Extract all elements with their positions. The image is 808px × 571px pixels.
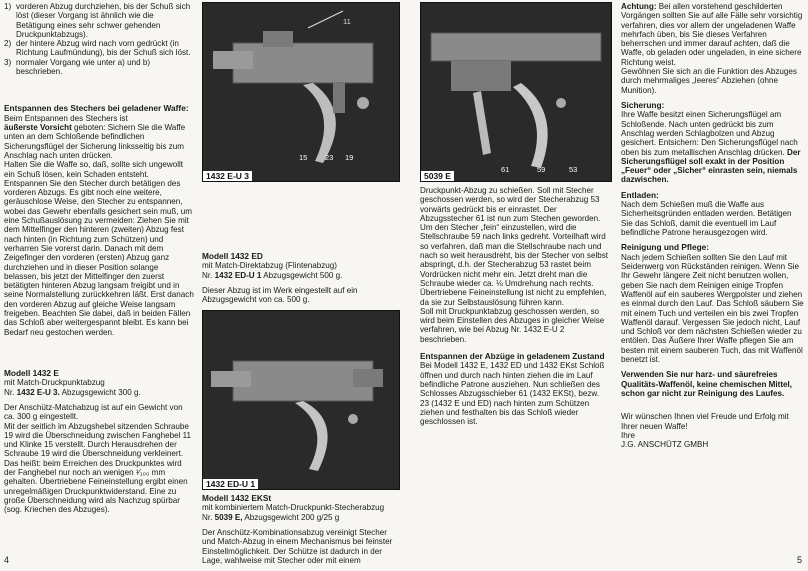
figure-label: 1432 ED-U 1: [203, 479, 258, 489]
paragraph-warning: Verwenden Sie nur harz- und säurefreies Qualitäts-Waffenöl, keine chemischen Mittel, schon gar nicht zur Reinigung des Laufes.: [621, 370, 793, 398]
paragraph: mit kombiniertem Match-Druckpunkt-Stecherabzug Nr. 5039 E, Abzugsgewicht 200 g/25 g: [202, 503, 385, 522]
list-item: 2) der hintere Abzug wird nach vorn gedrückt (in Richtung Laufmündung), bis der Schuß sich löst.: [4, 39, 191, 58]
page-number-right: 5: [796, 555, 802, 565]
section-heading-entspannen-abzuege: Entspannen der Abzüge in geladenem Zustand: [420, 351, 605, 362]
steps-list: [4, 2, 194, 76]
paragraph: mit Match-Direktabzug (Flintenabzug) Nr. 1432 ED-U 1 Abzugsgewicht 500 g.: [202, 261, 343, 280]
section-heading-modell-1432e: Modell 1432 E: [4, 367, 59, 378]
section-heading-modell-1432ekst: Modell 1432 EKSt: [202, 493, 272, 503]
section-heading-reinigung: Reinigung und Pflege:: [621, 242, 710, 253]
trigger-figure-1432-eu3: 11 15 23 19 1432 E-U 3: [202, 2, 400, 182]
section-heading-modell-1432ed: Modell 1432 ED: [202, 251, 263, 261]
list-item: 1) vorderen Abzug durchziehen, bis der Schuß sich löst (dieser Vorgang ist ähnlich wie die Betätigung eines sehr schwer gehenden Druckpunktabzugs).: [4, 2, 191, 39]
paragraph: mit Match-Druckpunktabzug Nr. 1432 E-U 3. Abzugsgewicht 300 g.: [4, 378, 141, 397]
paragraph: Ihre Waffe besitzt einen Sicherungsflügel am Schloßende. Nach unten gedrückt bis zum Anschlag werden Schlagbolzen und Abzug gesichert. Entsichern: Den Sicherungsflügel nach oben bis zum metallischen Anschlag drücken. Der Sicherungsflügel soll exakt in der Position „Feuer“ oder „Sicher“ einrasten sein, niemals dazwischen.: [621, 110, 801, 185]
section-heading-entladen: Entladen:: [621, 189, 659, 200]
column-4: [621, 2, 805, 451]
column-2-text-b: [202, 494, 398, 567]
list-item: 3) normaler Vorgang wie unter a) und b) beschrieben.: [4, 57, 151, 77]
paragraph: Der Anschütz-Matchabzug ist auf ein Gewicht von ca. 300 g eingestellt. Mit der seitlich im Abzugshebel sitzenden Schraube 19 wird die Überschneidung zwischen Fanghebel 11 und Klinke 15 verstellt. Durch Herausdrehen der Schraube 19 wird die Überschneidung verkleinert. Das heißt: beim Erreichen des Druckpunktes wird der Fanghebel nur noch an wenigen ¹⁄₁₀₀ mm gehalten. Übertriebene Feineinstellung ergibt einen unregelmäßigen Druckpunktwiderstand. Eine zu große Überschneidung wird als Nachzug spürbar (sog. Kriechen des Abzuges).: [4, 402, 192, 515]
paragraph: Druckpunkt-Abzug zu schießen. Soll mit Stecher geschossen werden, so wird der Stecherabzug 53 vorwärts gedrückt bis er einrastet. Der Abzugsstecher 61 ist nun zum Stechen geworden. Um den Stecher „fein“ einzustellen, wird die Stellschraube 59 nach links gedreht. Vorteilhaft wird so verfahren, daß man die Stellschraube nach und nach so weit herausdreht, bis der Stecher von selbst abspringt, d.h. der Stecherabzug 53 rastet beim Vordrücken nicht mehr ein. Jetzt dreht man die Schraube wieder ca. ⅛ Umdrehung nach rechts. Übertriebene Feineinstellung ist nicht zu empfehlen, da sie zur Selbstauslösung führen kann. Soll mit Druckpunktabzug geschossen werden, so wird beim Einstellen des Abzuges in gleicher Weise verfahren, wie bei Abzug Nr. 1432 E-U 2 beschrieben.: [420, 186, 609, 344]
section-heading-sicherung: Sicherung:: [621, 99, 665, 110]
paragraph: Bei Modell 1432 E, 1432 ED und 1432 EKst Schloß öffnen und durch nach hinten ziehen die im Lauf befindliche Patrone ausziehen. Nun schließen des Schlosses Abzugsschieber 61 (1432 EKSt), bezw. 23 (1432 E und ED) nach hinten zum Schützen ziehen und festhalten bis das Schloß wieder geschlossen ist.: [420, 361, 605, 427]
figure-label: 1432 E-U 3: [203, 171, 252, 181]
figure-label: 5039 E: [421, 171, 454, 181]
page-number-left: 4: [4, 555, 10, 565]
paragraph: Dieser Abzug ist im Werk eingestellt auf ein Abzugsgewicht von ca. 500 g.: [202, 286, 358, 305]
column-1: [4, 2, 194, 516]
closing-text: Wir wünschen Ihnen viel Freude und Erfolg mit Ihrer neuen Waffe! Ihre J.G. ANSCHÜTZ GMBH: [621, 412, 789, 450]
paragraph: Nach dem Schießen muß die Waffe aus Sicherheitsgründen entladen werden. Betätigen Sie das Schloß, damit die eventuell im Lauf befindliche Patrone herausgezogen wird.: [621, 200, 792, 238]
paragraph: Der Anschütz-Kombinationsabzug vereinigt Stecher und Match-Abzug in einem Mechanismus bei feinster Einstellmöglichkeit. Der Schütze ist dadurch in der Lage, wahlweise mit Stecher oder mit einem: [202, 528, 393, 565]
column-2-text-a: [202, 252, 398, 307]
section-heading-entspannen: Entspannen des Stechers bei geladener Waffe:: [4, 103, 189, 114]
column-3: [420, 186, 610, 429]
paragraph: Beim Entspannen des Stechers ist äußerste Vorsicht geboten: Sichern Sie die Waffe unten an dem Schloßende befindlichen Sicherungsflügel der Sicherung linksseitig bis zum Anschlag nach unten drücken. Halten Sie die Waffe so, daß, sollte sich ungewollt ein Schuß lösen, kein Schaden entsteht. Entspannen Sie den Stecher durch betätigen des vorderen Abzugs. Es gibt noch eine weitere, geräuschlose Weise, den Stecher zu entspannen, wobei das Gewehr ebenfalls gesichert sein muß, um eine Schußauslösung zu vermeiden: Ziehen Sie mit dem Mittelfinger den hinteren (zweiten) Abzug fest nach hinten (in Richtung zum Schützen) und verharren Sie vorerst darin. Danach mit dem Zeigefinger den vorderen (ersten) Abzug ganz durchziehen und in dieser Position solange belassen, bis jetzt der Mittelfinger den zuerst betätigten hinteren Abzug langsam freigibt und in seine Normalstellung zurückkehren läßt. Erst danach den vorderen Abzug auf gleiche Weise langsam freigeben. Beachten Sie dabei, daß in beiden Fällen das Schloß aber weitergespannt bleibt. Es kann bei Bedarf neu gestochen werden.: [4, 113, 194, 337]
paragraph: Nach jedem Schießen sollten Sie den Lauf mit Seidenwerg von Rückständen reinigen. Wenn Sie Ihr Gewehr längere Zeit nicht benutzen wollen, geben Sie nach dem Reinigen einige Tropfen Waffenöl auf ein sauberes Wergpolster und ziehen es einmal durch den Lauf. Das Schloß säubern Sie mit einem Tuch und verteilen ein bis zwei Tropfen Waffenöl darauf. Vergessen Sie jedoch nicht, Lauf und Schloß vor dem nächsten Schießen wieder zu entölen. Das Äußere Ihrer Waffe pflegen Sie am besten mit einem sauberen Tuch, das mit Waffenöl benetzt ist.: [621, 252, 804, 365]
paragraph: Achtung: Bei allen vorstehend geschilderten Vorgängen sollten Sie auf alle Fälle sehr vorsichtig verfahren, dies vor allem der ungeladenen Waffe mehrfach üben, bis Sie dieses Verfahren beherrschen und immer darauf achten, daß die Waffe, ob geladen oder ungeladen, in eine sichere Richtung weist. Gewöhnen Sie sich an die Funktion des Abzuges durch mehrmaliges „leeres“ Abziehen (ohne Munition).: [621, 2, 803, 95]
trigger-figure-5039e: 61 59 53 5039 E: [420, 2, 612, 182]
trigger-figure-1432-edu1: [202, 310, 400, 490]
